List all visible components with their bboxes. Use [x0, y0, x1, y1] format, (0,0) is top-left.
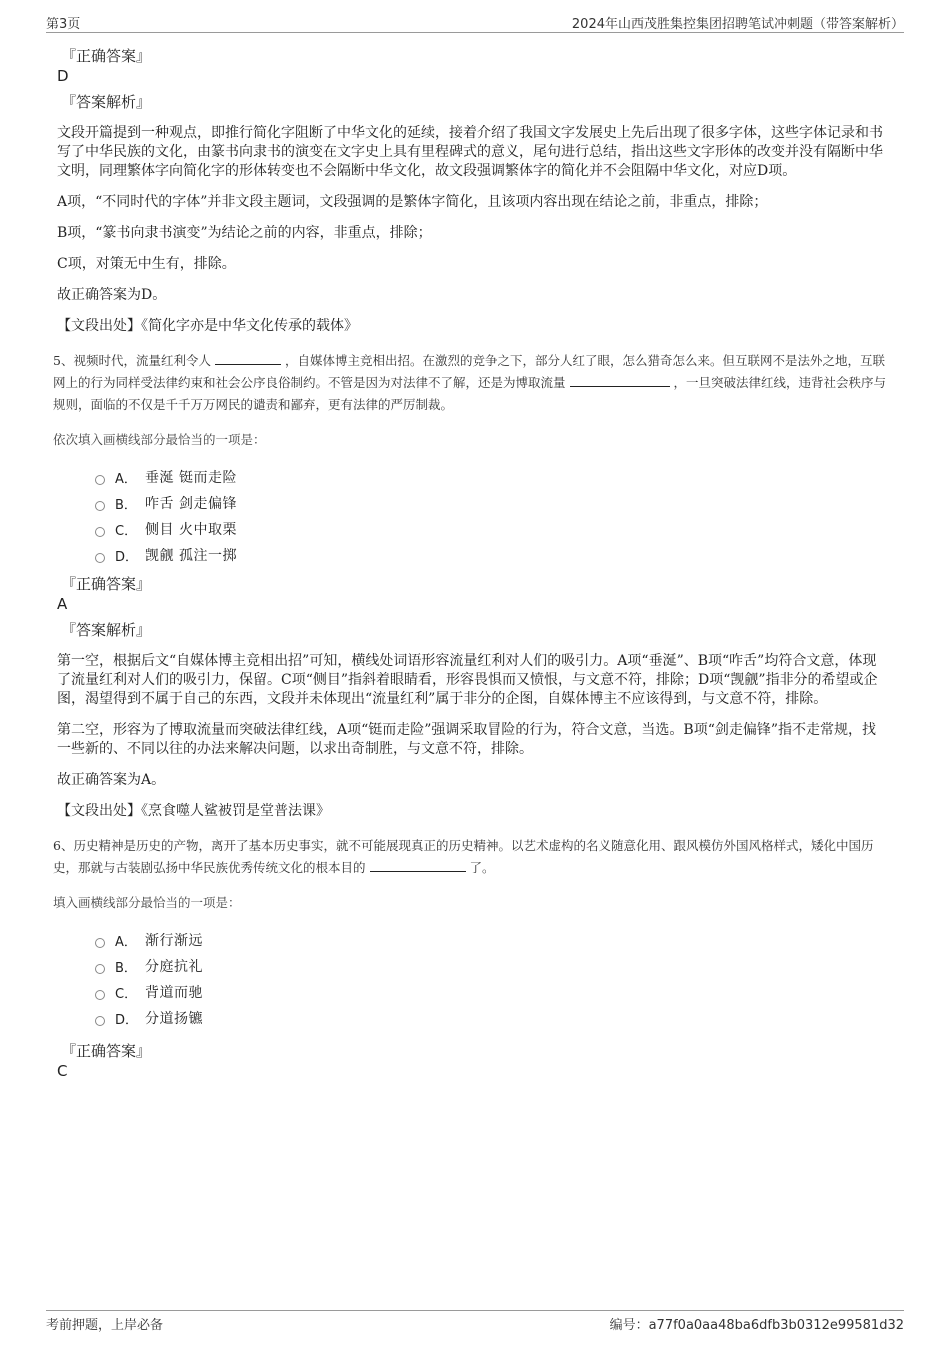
radio-button[interactable]	[95, 938, 105, 948]
analysis-label: 『答案解析』	[61, 621, 152, 639]
option-text: 咋舌 剑走偏锋	[145, 496, 237, 512]
q6-text-part: 6、历史精神是历史的产物，离开了基本历史事实，就不可能展现真正的历史精神。以艺术虚构的名义随意化用、跟风模仿外国风格样式，矮化中国历史，那就与古装剧弘扬中华民族优秀传统文化的根本目的	[53, 838, 874, 875]
option-text: 分庭抗礼	[145, 959, 203, 975]
q4-source	[57, 317, 889, 336]
option-letter: B．	[115, 497, 137, 513]
option-letter: A．	[115, 471, 137, 487]
option-letter: D．	[115, 1012, 139, 1028]
document-title: 2024年山西茂胜集控集团招聘笔试冲刺题（带答案解析）	[571, 16, 904, 32]
document-id: 编号：a77f0a0aa48ba6dfb3b0312e99581d32	[609, 1318, 904, 1333]
q4-analysis-paragraph: A项，“不同时代的字体”并非文段主题词，文段强调的是繁体字简化，且该项内容出现在结论之前，非重点，排除；	[57, 194, 768, 210]
radio-button[interactable]	[95, 501, 105, 511]
q5-text-part: ，一旦突破法律红线，违背社会秩序与规则，面临的不仅是千千万万网民的谴责和鄙弃，更有法律的严厉制裁。	[53, 375, 886, 412]
option-text: 觊觎 孤注一掷	[145, 548, 237, 564]
q6-text-part: 了。	[469, 860, 495, 875]
radio-button[interactable]	[95, 990, 105, 1000]
q5-options	[95, 464, 889, 568]
page-footer	[46, 1310, 904, 1333]
radio-button[interactable]	[95, 475, 105, 485]
option-text: 背道而驰	[145, 985, 203, 1001]
radio-button[interactable]	[95, 1016, 105, 1026]
source-prefix: 【文段出处】	[57, 318, 141, 334]
q4-analysis-paragraph: C项，对策无中生有，排除。	[57, 256, 236, 272]
q5-question-text	[53, 350, 889, 416]
option-text: 分道扬镳	[145, 1011, 203, 1027]
option-d[interactable]	[95, 542, 889, 568]
fill-blank	[570, 372, 670, 387]
option-d[interactable]	[95, 1005, 889, 1031]
option-letter: D．	[115, 549, 139, 565]
fill-blank	[215, 350, 281, 365]
correct-answer-label: 『正确答案』	[61, 47, 152, 65]
option-text: 垂涎 铤而走险	[145, 470, 237, 486]
q4-analysis-paragraph: B项，“篆书向隶书演变”为结论之前的内容，非重点，排除；	[57, 225, 432, 241]
q6-options	[95, 927, 889, 1031]
page-header	[46, 12, 904, 33]
q4-answer: D	[57, 67, 69, 85]
option-b[interactable]	[95, 490, 889, 516]
q5-section	[53, 350, 889, 821]
radio-button[interactable]	[95, 964, 105, 974]
option-letter: C．	[115, 986, 138, 1002]
q5-text-part: 5、视频时代，流量红利令人	[53, 353, 211, 368]
correct-answer-label: 『正确答案』	[61, 1042, 152, 1060]
page-number: 第3页	[46, 16, 81, 32]
q5-prompt: 依次填入画横线部分最恰当的一项是：	[53, 432, 266, 447]
option-c[interactable]	[95, 979, 889, 1005]
option-text: 侧目 火中取栗	[145, 522, 237, 538]
source-title: 《烹食噬人鲨被罚是堂普法课》	[141, 803, 330, 819]
q6-section	[53, 835, 889, 1081]
radio-button[interactable]	[95, 527, 105, 537]
option-letter: A．	[115, 934, 137, 950]
option-text: 渐行渐远	[145, 933, 203, 949]
q6-question-text	[53, 835, 889, 879]
q5-analysis-paragraph: 故正确答案为A。	[57, 772, 166, 788]
option-b[interactable]	[95, 953, 889, 979]
footer-slogan: 考前押题，上岸必备	[46, 1318, 164, 1333]
radio-button[interactable]	[95, 553, 105, 563]
option-a[interactable]	[95, 464, 889, 490]
q4-section	[57, 46, 889, 336]
fill-blank	[370, 857, 466, 872]
q6-prompt: 填入画横线部分最恰当的一项是：	[53, 895, 241, 910]
source-prefix: 【文段出处】	[57, 803, 141, 819]
q4-analysis-paragraph: 文段开篇提到一种观点，即推行简化字阻断了中华文化的延续，接着介绍了我国文字发展史上先后出现了很多字体，这些字体记录和书写了中华民族的文化，由篆书向隶书的演变在文字史上具有里程碑式的意义，尾句进行总结，指出这些文字形体的改变并没有隔断中华文明，同理繁体字向简化字的形体转变也不会隔断中华文化，故文段强调繁体字的简化并不会阻隔中华文化，对应D项。	[57, 125, 883, 179]
analysis-label: 『答案解析』	[61, 93, 152, 111]
q5-analysis-paragraph: 第二空，形容为了博取流量而突破法律红线，A项“铤而走险”强调采取冒险的行为，符合文意，当选。B项“剑走偏锋”指不走常规，找一些新的、不同以往的办法来解决问题，以求出奇制胜，与文意不符，排除。	[57, 722, 877, 757]
source-title: 《简化字亦是中华文化传承的载体》	[141, 318, 358, 334]
q5-source	[57, 802, 889, 821]
document-body	[53, 46, 889, 1087]
option-letter: C．	[115, 523, 138, 539]
q5-text-part: ，自媒体博主竞相出招。在激烈的竞争之下，部分人红了眼，怎么猎奇怎么来。但互联网不是法外之地，互联网上的行为同样受法律约束和社会公序良俗制约。不管是因为对法律不了解，还是为博取流量	[53, 353, 885, 390]
correct-answer-label: 『正确答案』	[61, 575, 152, 593]
q5-analysis-paragraph: 第一空，根据后文“自媒体博主竞相出招”可知，横线处词语形容流量红利对人们的吸引力。A项“垂涎”、B项“咋舌”均符合文意，体现了流量红利对人们的吸引力，保留。C项“侧目”指斜着眼睛看，形容畏惧而又愤恨，与文意不符，排除；D项“觊觎”指非分的希望或企图，渴望得到不属于自己的东西，文段并未体现出“流量红利”属于非分的企图，自媒体博主不应该得到，与文意不符，排除。	[57, 653, 878, 707]
option-a[interactable]	[95, 927, 889, 953]
q5-answer: A	[57, 595, 68, 613]
q6-answer: C	[57, 1062, 68, 1080]
q4-analysis-paragraph: 故正确答案为D。	[57, 287, 167, 303]
option-letter: B．	[115, 960, 137, 976]
option-c[interactable]	[95, 516, 889, 542]
